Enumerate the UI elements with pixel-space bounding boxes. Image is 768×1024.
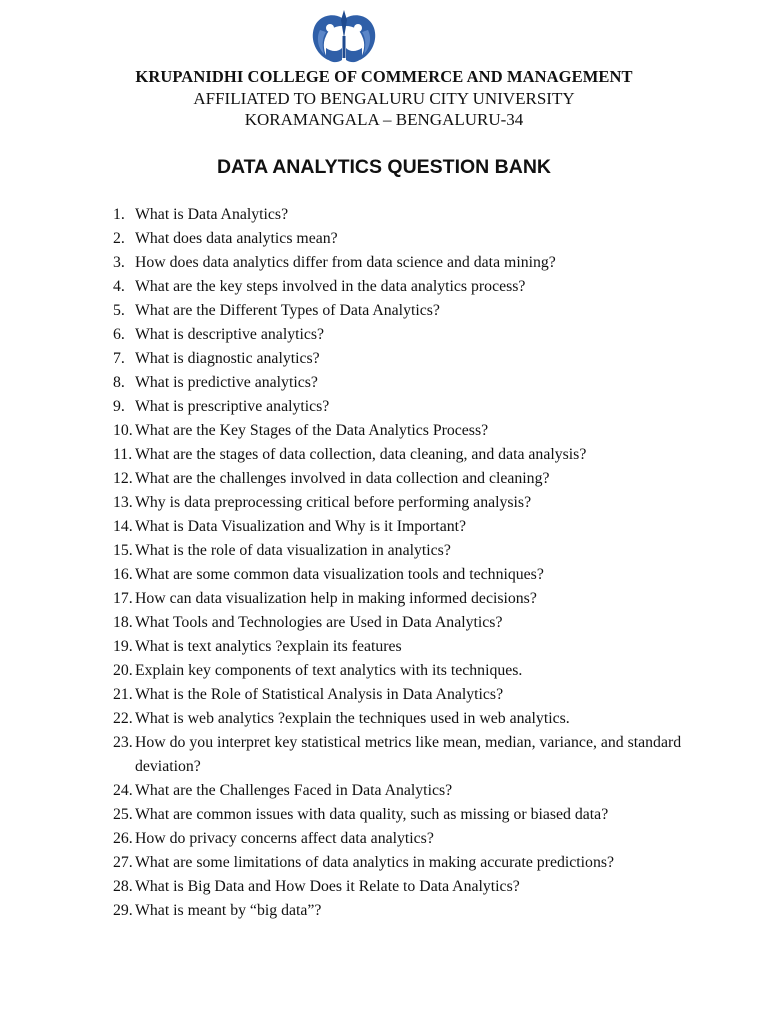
question-number: 8. [113, 374, 125, 391]
list-item [113, 443, 733, 467]
question-text: What is the Role of Statistical Analysis in Data Analytics? [135, 686, 504, 703]
list-item [113, 899, 733, 923]
question-number: 19. [113, 638, 133, 655]
college-name: KRUPANIDHI COLLEGE OF COMMERCE AND MANAGEMENT [135, 67, 633, 86]
list-item [113, 299, 733, 323]
question-number: 18. [113, 614, 133, 631]
list-item [113, 635, 733, 659]
list-item [113, 227, 733, 251]
question-number: 15. [113, 542, 133, 559]
question-text: What is text analytics ?explain its features [135, 638, 402, 655]
list-item [113, 203, 733, 227]
question-number: 24. [113, 782, 133, 799]
question-number: 5. [113, 302, 125, 319]
page-title: DATA ANALYTICS QUESTION BANK [216, 156, 552, 178]
question-text: What are the Challenges Faced in Data Analytics? [135, 782, 453, 799]
question-text: What Tools and Technologies are Used in Data Analytics? [135, 614, 503, 631]
question-number: 16. [113, 566, 133, 583]
question-number: 26. [113, 830, 133, 847]
question-number: 7. [113, 350, 125, 367]
question-text: What are some limitations of data analytics in making accurate predictions? [135, 854, 614, 871]
list-item [113, 251, 733, 275]
list-item [113, 395, 733, 419]
question-text: What does data analytics mean? [135, 230, 338, 247]
list-item [113, 563, 733, 587]
question-text: What are the Different Types of Data Analytics? [135, 302, 440, 319]
question-number: 1. [113, 206, 125, 223]
question-text: What is Big Data and How Does it Relate to Data Analytics? [135, 878, 520, 895]
question-number: 2. [113, 230, 125, 247]
question-text: How does data analytics differ from data science and data mining? [135, 254, 556, 271]
question-number: 20. [113, 662, 133, 679]
question-number: 9. [113, 398, 125, 415]
list-item [113, 683, 733, 707]
question-text: How do you interpret key statistical metrics like mean, median, variance, and standard deviation? [135, 734, 682, 775]
question-text: What is Data Visualization and Why is it Important? [135, 518, 467, 535]
question-text: What are common issues with data quality, such as missing or biased data? [135, 806, 609, 823]
question-number: 13. [113, 494, 133, 511]
list-item [113, 275, 733, 299]
list-item [113, 371, 733, 395]
question-number: 10. [113, 422, 133, 439]
list-item [113, 587, 733, 611]
question-text: What is prescriptive analytics? [135, 398, 330, 415]
list-item [113, 539, 733, 563]
list-item [113, 851, 733, 875]
question-text: What are the challenges involved in data collection and cleaning? [135, 470, 550, 487]
question-text: Why is data preprocessing critical before performing analysis? [135, 494, 532, 511]
question-number: 25. [113, 806, 133, 823]
list-item [113, 347, 733, 371]
college-emblem [306, 8, 382, 66]
question-number: 17. [113, 590, 133, 607]
question-text: How do privacy concerns affect data analytics? [135, 830, 434, 847]
list-item [113, 467, 733, 491]
question-text: What is meant by “big data”? [135, 902, 322, 919]
address: KORAMANGALA – BENGALURU-34 [244, 110, 524, 129]
question-text: What is web analytics ?explain the techniques used in web analytics. [135, 710, 570, 727]
list-item [113, 731, 733, 779]
question-text: What is Data Analytics? [135, 206, 289, 223]
list-item [113, 827, 733, 851]
question-text: Explain key components of text analytics with its techniques. [135, 662, 523, 679]
list-item [113, 491, 733, 515]
list-item [113, 707, 733, 731]
question-number: 14. [113, 518, 133, 535]
list-item [113, 803, 733, 827]
question-number: 28. [113, 878, 133, 895]
question-number: 29. [113, 902, 133, 919]
list-item [113, 515, 733, 539]
question-text: What is predictive analytics? [135, 374, 318, 391]
question-text: What are the stages of data collection, data cleaning, and data analysis? [135, 446, 587, 463]
question-number: 21. [113, 686, 133, 703]
question-text: What is the role of data visualization in analytics? [135, 542, 451, 559]
question-number: 22. [113, 710, 133, 727]
question-text: How can data visualization help in making informed decisions? [135, 590, 537, 607]
question-number: 23. [113, 734, 133, 751]
list-item [113, 659, 733, 683]
question-list [113, 203, 733, 923]
question-number: 12. [113, 470, 133, 487]
question-number: 4. [113, 278, 125, 295]
question-number: 27. [113, 854, 133, 871]
question-number: 11. [113, 446, 133, 463]
list-item [113, 611, 733, 635]
list-item [113, 323, 733, 347]
list-item [113, 419, 733, 443]
question-text: What are the Key Stages of the Data Analytics Process? [135, 422, 489, 439]
list-item [113, 779, 733, 803]
question-number: 3. [113, 254, 125, 271]
question-text: What are the key steps involved in the data analytics process? [135, 278, 526, 295]
question-text: What is descriptive analytics? [135, 326, 325, 343]
question-number: 6. [113, 326, 125, 343]
list-item [113, 875, 733, 899]
affiliation: AFFILIATED TO BENGALURU CITY UNIVERSITY [193, 89, 575, 108]
question-text: What are some common data visualization tools and techniques? [135, 566, 544, 583]
question-text: What is diagnostic analytics? [135, 350, 320, 367]
